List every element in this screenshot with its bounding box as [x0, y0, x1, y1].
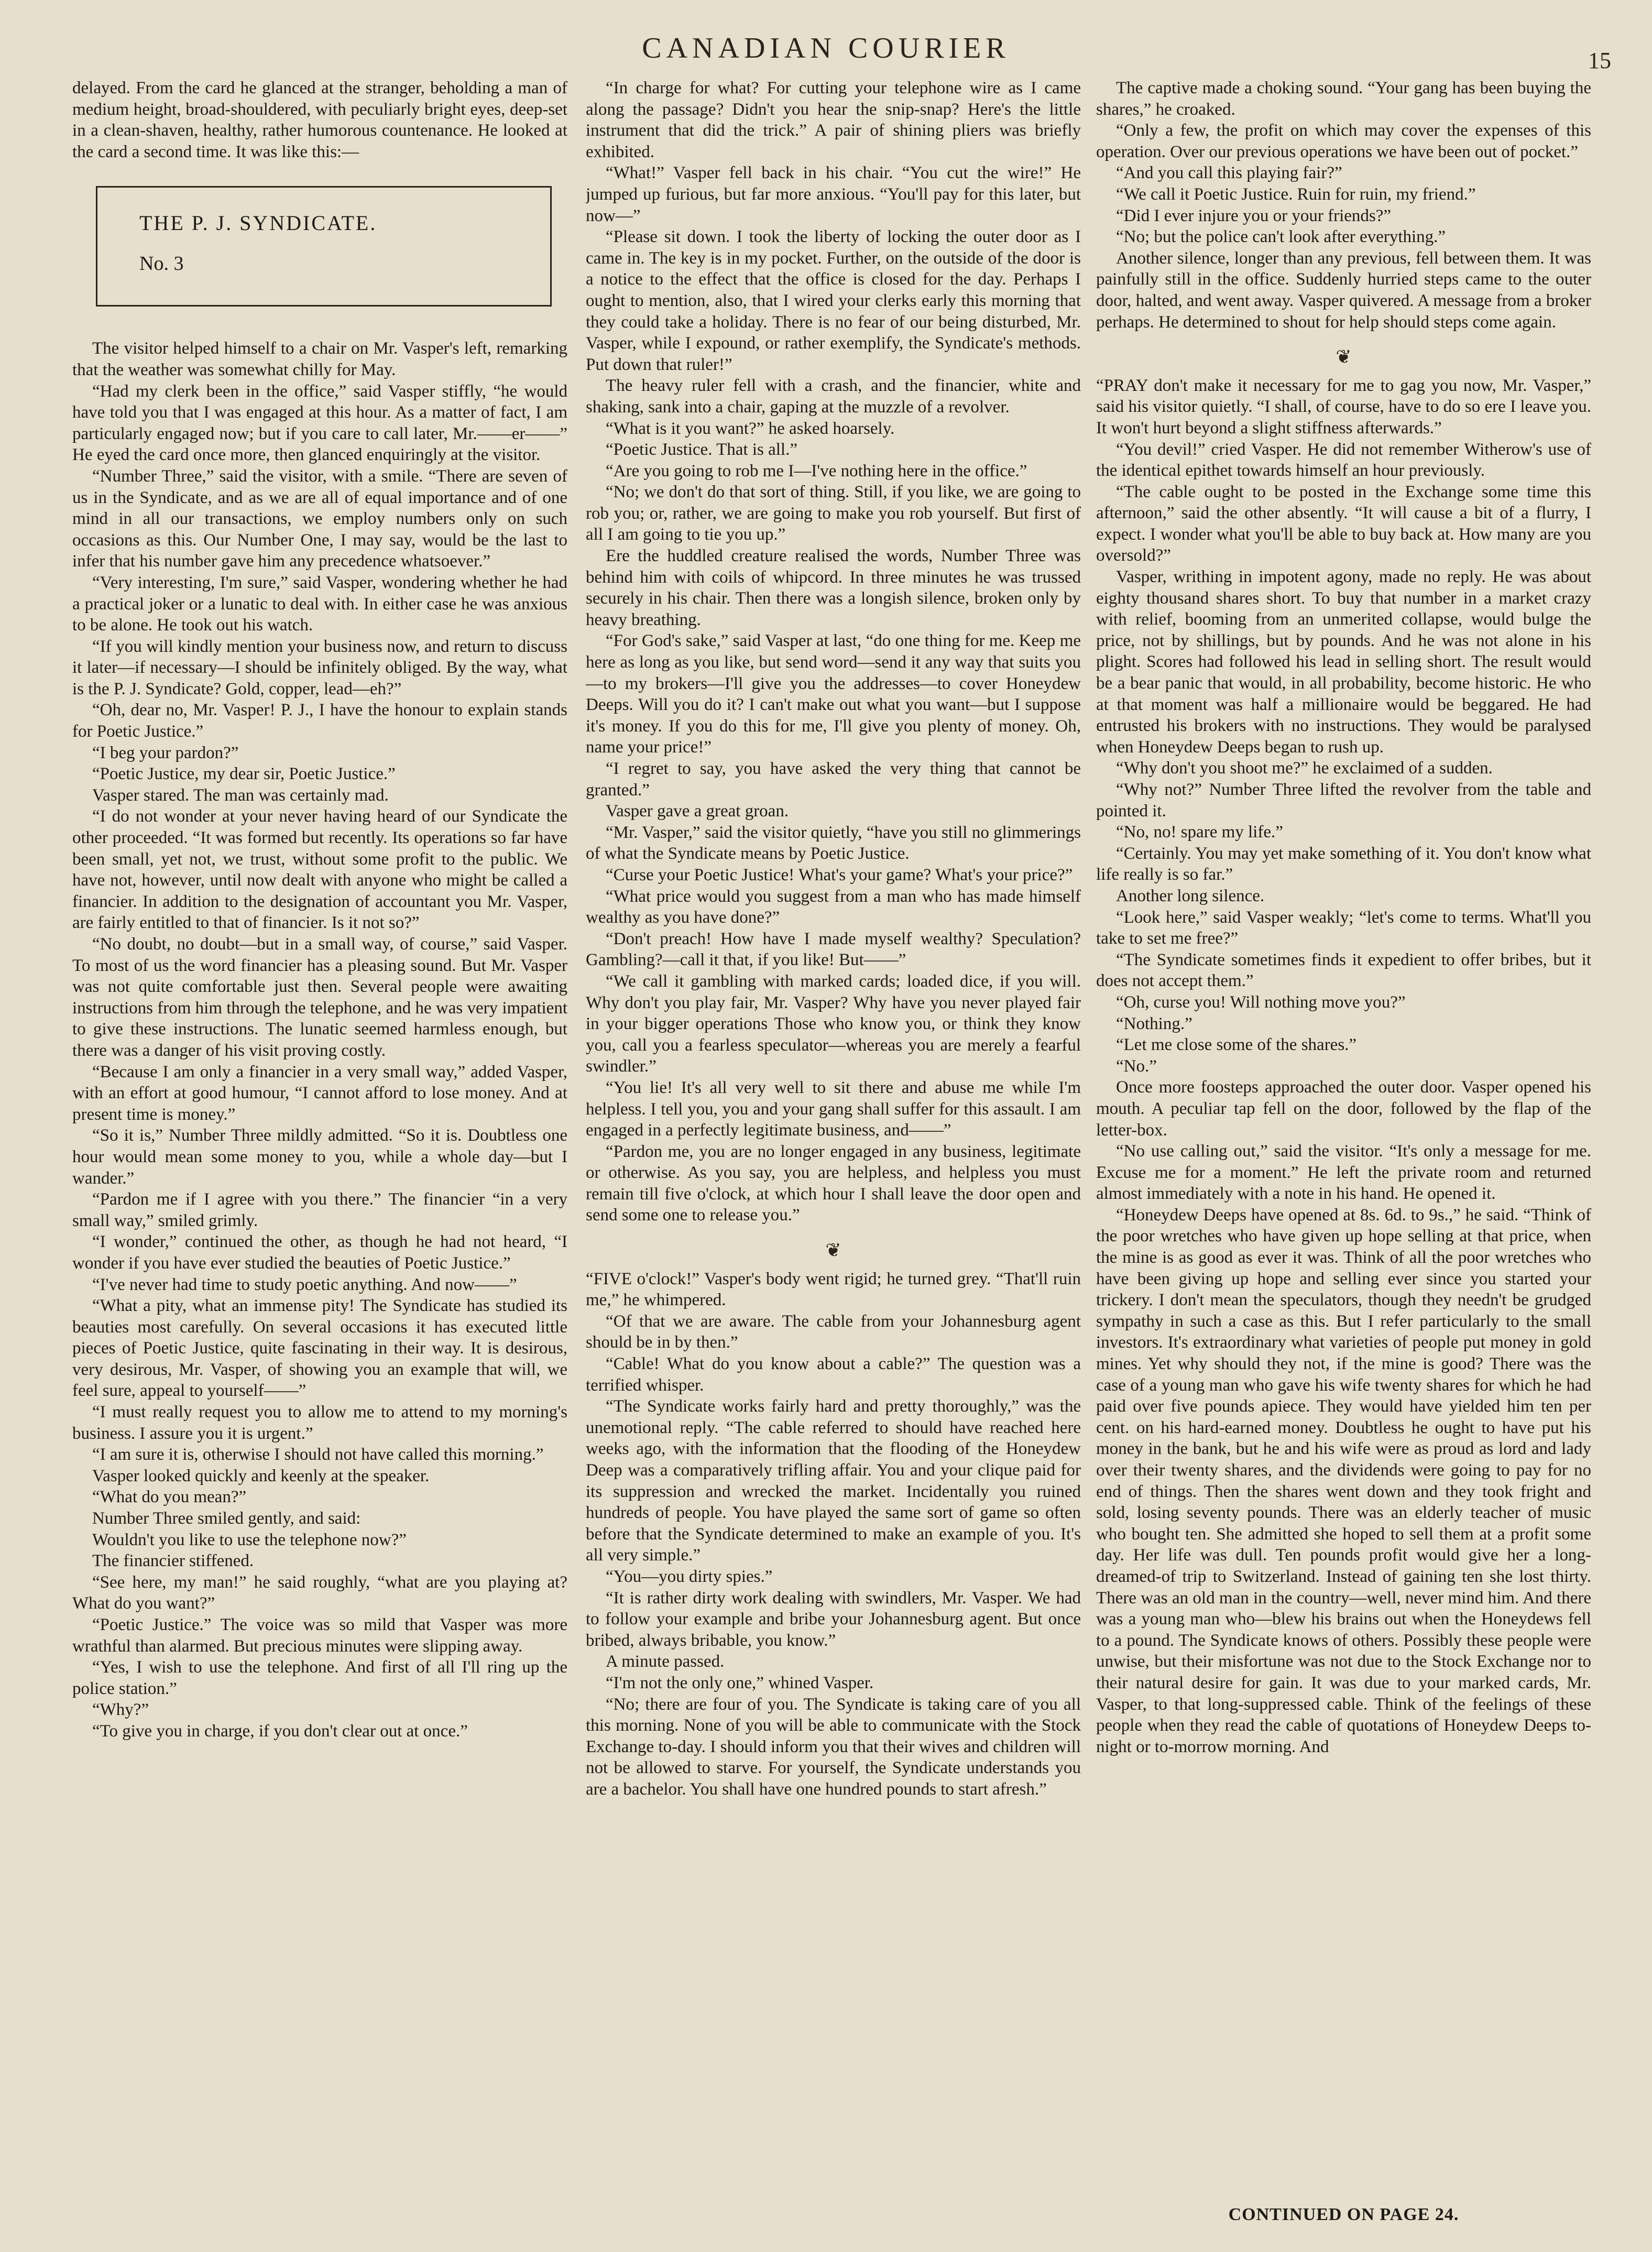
paragraph: Ere the huddled creature realised the words, Number Three was behind him with coils of whipcord. In three minutes he was trussed securely in his chair. Then there was a longish silence, broken only by heavy breathing.: [586, 546, 1081, 629]
column-1: [72, 78, 567, 2189]
paragraph: “What price would you suggest from a man who has made himself wealthy as you have done?”: [586, 887, 1081, 927]
paragraph: Number Three smiled gently, and said:: [92, 1509, 361, 1528]
syndicate-card-box: [96, 186, 552, 307]
paragraph: “Honeydew Deeps have opened at 8s. 6d. to 9s.,” he said. “Think of the poor wretches who have given up hope selling at that price, when the mine is as good as ever it was. Think of all the poor wretches who have been giving up hope and selling ever since you started your trickery. I don't mean the speculators, though they needn't be grudged sympathy in such a case as this. But I refer particularly to the small investors. It's extraordinary what varieties of people put money in gold mines. Yet why should they not, if the mine is good? There was the case of a young man who gave his wife twenty shares for which he had paid over five pounds apiece. They would have yielded him ten per cent. on his hard-earned money. Doubtless he ought to have put his money in the bank, but he and his wife were as proud as lord and lady over their twenty shares, and the dividends were going to pay for no end of things. Then the shares went down and they took fright and sold, losing seventy pounds. There was an elderly teacher of music who bought ten. She admitted she hoped to sell them at a profit some day. Her life was dull. Ten pounds profit would give her a long-dreamed-of trip to Switzerland. Instead of gaining ten she lost thirty. There was an old man in the country—well, never mind him. And there was a young man who—blew his brains out when the Honeydews fell to a pound. The Syndicate knows of others. Possibly these people were unwise, but their misfortune was not due to the Stock Exchange nor to their natural desire for gain. It was due to your marked cards, Mr. Vasper, to that long-suppressed cable. Think of the feelings of these people when they read the cable of quotations of Honeydew Deeps to-night or to-morrow morning. And: [1096, 1205, 1591, 1756]
column-3: [1096, 78, 1591, 2189]
paragraph: “Are you going to rob me I—I've nothing here in the office.”: [606, 461, 1027, 480]
column-2: [586, 78, 1081, 2189]
paragraph: “Oh, dear no, Mr. Vasper! P. J., I have the honour to explain stands for Poetic Justice.”: [72, 701, 567, 741]
paragraph: “No use calling out,” said the visitor. “It's only a message for me. Excuse me for a moment.” He left the private room and returned almost immediately with a note in his hand. He opened it.: [1096, 1142, 1591, 1204]
paragraph: “What!” Vasper fell back in his chair. “You cut the wire!” He jumped up furious, but far more anxious. “You'll pay for this later, but now—”: [586, 163, 1081, 225]
continued-notice: CONTINUED ON PAGE 24.: [1228, 2205, 1459, 2224]
paragraph: “Did I ever injure you or your friends?”: [1116, 206, 1392, 225]
paragraph: “Poetic Justice, my dear sir, Poetic Justice.”: [92, 764, 396, 784]
paragraph: Vasper, writhing in impotent agony, made no reply. He was about eighty thousand shares short. To buy that number in a market crazy with relief, booming from an unmerited collapse, would bulge the price, not by shillings, but by pounds. And he was not alone in his plight. Scores had followed his lead in selling short. The result would be a bear panic that would, in all probability, become historic. He who at that moment was half a millionaire would be beggared. He had entrusted his brokers with no instructions. They would be paralysed when Honeydew Deeps began to rush up.: [1096, 567, 1591, 757]
col1-body-text: [72, 338, 567, 1742]
paragraph: “Certainly. You may yet make something of it. You don't know what life really is so far.”: [1096, 844, 1591, 884]
paragraph: Once more foosteps approached the outer door. Vasper opened his mouth. A peculiar tap fell on the door, followed by the flap of the letter-box.: [1096, 1078, 1591, 1140]
paragraph: Another long silence.: [1116, 886, 1265, 905]
paragraph: The heavy ruler fell with a crash, and the financier, white and shaking, sank into a chair, gaping at the muzzle of a revolver.: [586, 376, 1081, 417]
masthead-title: CANADIAN COURIER: [642, 32, 1010, 64]
paragraph: “Let me close some of the shares.”: [1116, 1035, 1357, 1055]
paragraph: Wouldn't you like to use the telephone now?”: [92, 1530, 407, 1549]
paragraph: The financier stiffened.: [92, 1551, 254, 1571]
paragraph: “Poetic Justice.” The voice was so mild that Vasper was more wrathful than alarmed. But precious minutes were slipping away.: [72, 1615, 567, 1656]
paragraph: “No doubt, no doubt—but in a small way, of course,” said Vasper. To most of us the word financier has a pleasing sound. But Mr. Vasper was not quite comfortable just then. Several people were awaiting instructions from him through the telephone, and he was very impatient to give these instructions. The lunatic seemed harmless enough, but there was a danger of his visit proving costly.: [72, 935, 567, 1060]
paragraph: delayed. From the card he glanced at the stranger, beholding a man of medium height, broad-shouldered, with peculiarly bright eyes, deep-set in a clean-shaven, healthy, rather humorous countenance. He looked at the card a second time. It was like this:—: [72, 79, 567, 161]
paragraph: “So it is,” Number Three mildly admitted. “So it is. Doubtless one hour would mean some money to you, while a whole day—but I wander.”: [72, 1126, 567, 1188]
col2-section-lead: “FIVE o'clock!” Vasper's body went rigid; he turned grey. “That'll ruin me,” he whimpered.: [586, 1269, 1081, 1310]
col3-top-text: [1096, 78, 1591, 333]
paragraph: “It is rather dirty work dealing with swindlers, Mr. Vasper. We had to follow your example and bribe your Johannesburg agent. But once bribed, always bribable, you know.”: [586, 1588, 1081, 1650]
paragraph: “You devil!” cried Vasper. He did not remember Witherow's use of the identical epithet towards himself an hour previously.: [1096, 440, 1591, 480]
paragraph: “Of that we are aware. The cable from your Johannesburg agent should be in by then.”: [586, 1311, 1081, 1352]
paragraph: “Oh, curse you! Will nothing move you?”: [1116, 992, 1406, 1012]
paragraph: “I do not wonder at your never having heard of our Syndicate the other proceeded. “It was formed but recently. Its operations so far have been small, yet not, we trust, without some profit to the public. We have not, however, until now dealt with anyone who might be called a financier. In addition to the designation of accountant you Mr. Vasper, are fairly entitled to that of financier. Is it not so?”: [72, 807, 567, 933]
paragraph: “No; but the police can't look after everything.”: [1116, 227, 1446, 247]
paragraph: “Curse your Poetic Justice! What's your game? What's your price?”: [606, 865, 1073, 884]
paragraph: “Pardon me if I agree with you there.” The financier “in a very small way,” smiled grimly.: [72, 1190, 567, 1230]
paragraph: “No.”: [1116, 1056, 1157, 1076]
paragraph: “I must really request you to allow me to attend to my morning's business. I assure you it is urgent.”: [72, 1403, 567, 1443]
paragraph: “And you call this playing fair?”: [1116, 163, 1342, 183]
card-number: No. 3: [139, 252, 184, 275]
section-divider-ornament: ❦: [1336, 346, 1352, 368]
paragraph: “The Syndicate works fairly hard and pretty thoroughly,” was the unemotional reply. “The cable referred to should have reached here weeks ago, with the information that the flooding of the Honeydew Deep was a comparatively trifling affair. You and your clique paid for its suppression and wrecked the market. Incidentally you ruined hundreds of people. You have played the same sort of game so often before that the Syndicate determined to make an example of you. It's all very simple.”: [586, 1397, 1081, 1565]
section-divider-ornament: ❦: [825, 1240, 841, 1261]
paragraph: Vasper stared. The man was certainly mad.: [92, 785, 389, 805]
paragraph: The visitor helped himself to a chair on Mr. Vasper's left, remarking that the weather was somewhat chilly for May.: [72, 339, 567, 379]
paragraph: Vasper gave a great groan.: [606, 802, 789, 821]
paragraph: “No; there are four of you. The Syndicate is taking care of you all this morning. None of you will be able to communicate with the Stock Exchange to-day. I should inform you that their wives and children will not be allowed to starve. For yourself, the Syndicate understands you are a bachelor. You shall have one hundred pounds to start afresh.”: [586, 1695, 1081, 1799]
paragraph: “If you will kindly mention your business now, and return to discuss it later—if necessary—I should be infinitely obliged. By the way, what is the P. J. Syndicate? Gold, copper, lead—eh?”: [72, 637, 567, 698]
paragraph: “You lie! It's all very well to sit there and abuse me while I'm helpless. I tell you, you and your gang shall suffer for this assault. I am engaged in a perfectly legitimate business, and——”: [586, 1078, 1081, 1140]
paragraph: “Please sit down. I took the liberty of locking the outer door as I came in. The key is in my pocket. Further, on the outside of the door is a notice to the effect that the office is closed for the day. Perhaps I ought to mention, also, that I wired your clerks early this morning that they could take a holiday. There is no fear of our being disturbed, Mr. Vasper, while I expound, or rather exemplify, the Syndicate's methods. Put down that ruler!”: [586, 227, 1081, 374]
paragraph: “No; we don't do that sort of thing. Still, if you like, we are going to rob you; or, rather, we are going to make you rob yourself. But first of all I am going to tie you up.”: [586, 483, 1081, 544]
paragraph: “Very interesting, I'm sure,” said Vasper, wondering whether he had a practical joker or a lunatic to deal with. In either case he was anxious to be alone. He took out his watch.: [72, 573, 567, 635]
paragraph: “I regret to say, you have asked the very thing that cannot be granted.”: [586, 759, 1081, 800]
paragraph: “Don't preach! How have I made myself wealthy? Speculation? Gambling?—call it that, if you like! But——”: [586, 929, 1081, 970]
paragraph: “Cable! What do you know about a cable?” The question was a terrified whisper.: [586, 1354, 1081, 1395]
paragraph: “The Syndicate sometimes finds it expedient to offer bribes, but it does not accept them.”: [1096, 950, 1591, 991]
card-title: THE P. J. SYNDICATE.: [139, 211, 377, 235]
paragraph: “Pardon me, you are no longer engaged in any business, legitimate or otherwise. As you say, you are helpless, and helpless you must remain till five o'clock, at which hour I shall leave the door open and send some one to release you.”: [586, 1142, 1081, 1225]
paragraph: “See here, my man!” he said roughly, “what are you playing at? What do you want?”: [72, 1572, 567, 1613]
paragraph: “The cable ought to be posted in the Exchange some time this afternoon,” said the other absently. “It will cause a bit of a flurry, I expect. I wonder what you'll be able to buy back at. How many are you oversold?”: [1096, 482, 1591, 565]
page-number: 15: [1588, 48, 1611, 73]
paragraph: “Nothing.”: [1116, 1014, 1192, 1033]
paragraph: “To give you in charge, if you don't clear out at once.”: [92, 1721, 468, 1741]
paragraph: “Had my clerk been in the office,” said Vasper stiffly, “he would have told you that I was engaged at this hour. As a matter of fact, I am particularly engaged now; but if you care to call later, Mr.——er——” He eyed the card once more, then glanced enquiringly at the visitor.: [72, 381, 567, 465]
paragraph: “No, no! spare my life.”: [1116, 823, 1283, 842]
paragraph: “Why don't you shoot me?” he exclaimed of a sudden.: [1116, 759, 1493, 778]
paragraph: “Only a few, the profit on which may cover the expenses of this operation. Over our previous operations we have been out of pocket.”: [1096, 121, 1591, 161]
paragraph: “We call it Poetic Justice. Ruin for ruin, my friend.”: [1116, 184, 1476, 204]
paragraph: “Why?”: [92, 1700, 149, 1720]
paragraph: “I'm not the only one,” whined Vasper.: [606, 1673, 874, 1692]
paragraph: “What do you mean?”: [92, 1488, 247, 1507]
paragraph: “What is it you want?” he asked hoarsely.: [606, 419, 895, 438]
paragraph: “Because I am only a financier in a very small way,” added Vasper, with an effort at good humour, “I cannot afford to lose money. And at present time is money.”: [72, 1062, 567, 1124]
paragraph: “Mr. Vasper,” said the visitor quietly, “have you still no glimmerings of what the Syndicate means by Poetic Justice.: [586, 823, 1081, 863]
col3-section-lead: “PRAY don't make it necessary for me to gag you now, Mr. Vasper,” said his visitor quietly. “I shall, of course, have to do so ere I leave you. It won't hurt beyond a slight stiffness afterwards.”: [1096, 376, 1591, 438]
paragraph: “Yes, I wish to use the telephone. And first of all I'll ring up the police station.”: [72, 1658, 567, 1698]
paragraph: “Look here,” said Vasper weakly; “let's come to terms. What'll you take to set me free?”: [1096, 908, 1591, 948]
paragraph: “We call it gambling with marked cards; loaded dice, if you will. Why don't you play fair, Mr. Vasper? Why have you never played fair in your bigger operations Those who know you, or think they know you, call you a fearless speculator—whereas you are merely a fearful swindler.”: [586, 971, 1081, 1076]
col1-top-text: [72, 78, 567, 162]
paragraph: “I am sure it is, otherwise I should not have called this morning.”: [92, 1445, 544, 1464]
paragraph: “Number Three,” said the visitor, with a smile. “There are seven of us in the Syndicate, and as we are all of equal importance and of one mind in all our transactions, we employ numbers only on such occasions as this. Our Number One, I may say, would be the last to infer that his number gave him any precedence whatsoever.”: [72, 466, 567, 571]
col3-body-text: [1096, 439, 1591, 1758]
paragraph: “You—you dirty spies.”: [606, 1567, 773, 1586]
paragraph: A minute passed.: [606, 1652, 725, 1671]
paragraph: “What a pity, what an immense pity! The Syndicate has studied its beauties most carefully. On several occasions it has executed little pieces of Poetic Justice, quite fascinating in their way. It is desirous, very desirous, Mr. Vasper, of showing you an example that will, we feel sure, appeal to yourself——”: [72, 1296, 567, 1401]
col2-top-text: [586, 78, 1081, 1226]
col2-body-text: [586, 1311, 1081, 1800]
paragraph: “Why not?” Number Three lifted the revolver from the table and pointed it.: [1096, 780, 1591, 821]
paragraph: “For God's sake,” said Vasper at last, “do one thing for me. Keep me here as long as you like, but send word—send it any way that suits you—to my brokers—I'll give you the addresses—to cover Honeydew Deeps. Will you do it? I can't make out what you want—but I suppose it's money. If you do this for me, I'll give you plenty of money. Oh, name your price!”: [586, 631, 1081, 757]
paragraph: “I've never had time to study poetic anything. And now——”: [92, 1275, 517, 1294]
paragraph: Vasper looked quickly and keenly at the speaker.: [92, 1466, 430, 1485]
paragraph: The captive made a choking sound. “Your gang has been buying the shares,” he croaked.: [1096, 79, 1591, 119]
paragraph: Another silence, longer than any previous, fell between them. It was painfully still in the office. Suddenly hurried steps came to the outer door, halted, and went away. Vasper quivered. A message from a broker perhaps. He determined to shout for help should steps come again.: [1096, 248, 1591, 332]
paragraph: “I wonder,” continued the other, as though he had not heard, “I wonder if you have ever studied the beauties of Poetic Justice.”: [72, 1232, 567, 1273]
paragraph: “I beg your pardon?”: [92, 743, 239, 762]
paragraph: “In charge for what? For cutting your telephone wire as I came along the passage? Didn't you hear the snip-snap? Here's the little instrument that did the trick.” A pair of shining pliers was briefly exhibited.: [586, 79, 1081, 161]
paragraph: “Poetic Justice. That is all.”: [606, 440, 797, 460]
